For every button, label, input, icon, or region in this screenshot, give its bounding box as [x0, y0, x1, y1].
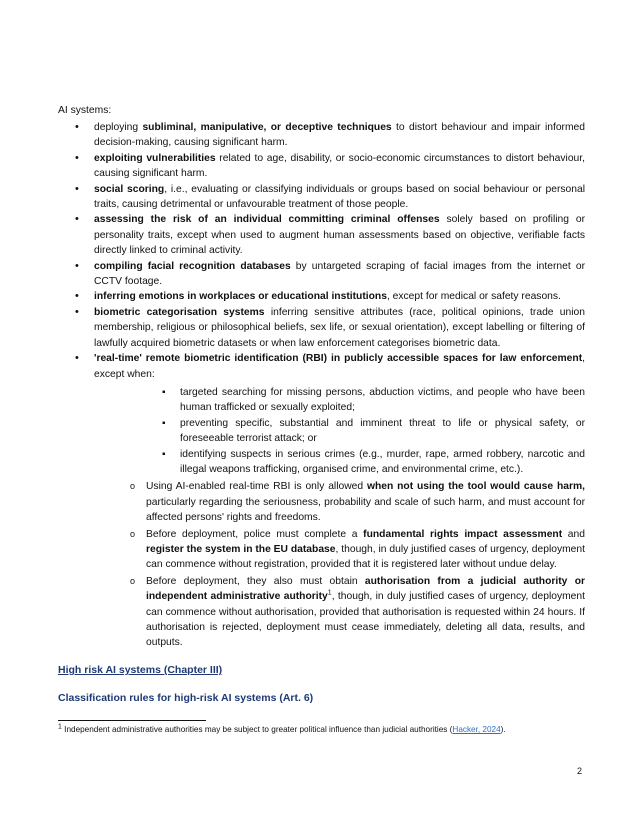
prohibited-practices-list: [58, 120, 585, 652]
list-item: ▪ preventing specific, substantial and imminent threat to life or physical safety, or foreseeable terrorist attack; or: [162, 416, 585, 447]
list-item: • exploiting vulnerabilities related to age, disability, or socio-economic circumstances to distort behaviour, causing significant harm.: [58, 151, 585, 182]
list-item: • deploying subliminal, manipulative, or deceptive techniques to distort behaviour and impair informed decision-making, causing significant harm.: [58, 120, 585, 151]
rbi-exceptions-list: [94, 385, 585, 477]
list-item: ▪ targeted searching for missing persons, abduction victims, and people who have been human trafficked or sexually exploited;: [162, 385, 585, 416]
list-item: o Using AI-enabled real-time RBI is only allowed when not using the tool would cause harm, particularly regarding the seriousness, probability and scale of such harm, and must account for affected persons' rights and freedoms.: [130, 479, 585, 525]
citation-link[interactable]: Hacker, 2024: [452, 725, 501, 734]
list-item: • social scoring, i.e., evaluating or classifying individuals or groups based on social behaviour or personal traits, causing detrimental or unfavourable treatment of those people.: [58, 182, 585, 213]
list-item: ▪ identifying suspects in serious crimes (e.g., murder, rape, armed robbery, narcotic and illegal weapons trafficking, organised crime, and environmental crime, etc.).: [162, 447, 585, 478]
list-item: • assessing the risk of an individual committing criminal offenses solely based on profiling or personality traits, except when used to augment human assessments based on objective, verifiable facts directly linked to criminal activity.: [58, 212, 585, 258]
intro-text: AI systems:: [58, 105, 112, 116]
rbi-conditions-list: [94, 479, 585, 650]
page-number: 2: [577, 766, 583, 776]
footnote-divider: [58, 720, 206, 721]
list-item: • biometric categorisation systems inferring sensitive attributes (race, political opinions, trade union membership, religious or philosophical beliefs, sex life, or sexual orientation), except labelling or filtering of lawfully acquired biometric datasets or when law enforcement categorises biometric data.: [58, 305, 585, 351]
list-item: • 'real-time' remote biometric identification (RBI) in publicly accessible spaces for law enforcement, except when: ▪ targeted searching for missing persons, abduction victims, and people who have been human trafficked or sexually exploited; ▪ preventing specific, substantial and imminent threat to life or physical safety, or foreseeable terrorist attack; or ▪ identifying suspects in serious crimes (e.g., murder, rape, armed robbery, narcotic and illegal weapons trafficking, organised crime, and environmental crime, etc.). o Using AI-enabled real-time RBI is only allowed when not using the tool would cause harm, particularly regarding the seriousness, probability and scale of such harm, and must account for affected persons' rights and freedoms. o Before deployment, police must complete a fundamental rights impact assessment and register the system in the EU database, though, in duly justified cases of urgency, deployment can commence without registration, provided that it is registered later without undue delay. o Before deployment, they also must obtain authorisation from a judicial authority or independent administrative authority$^1$, though, in duly justified cases of urgency, deployment can commence without authorisation, provided that authorisation is requested within 24 hours. If authorisation is rejected, deployment must cease immediately, deleting all data, results, and outputs.: [58, 351, 585, 651]
footnote: $^1$ Independent administrative authorities may be subject to greater political influence than judicial authorities (Hacker, 2024).: [58, 723, 506, 734]
list-item: • inferring emotions in workplaces or educational institutions, except for medical or safety reasons.: [58, 289, 585, 304]
subsection-heading: Classification rules for high-risk AI systems (Art. 6): [58, 692, 314, 704]
section-heading-link[interactable]: High risk AI systems (Chapter III): [58, 664, 223, 676]
list-item: o Before deployment, they also must obtain authorisation from a judicial authority or independent administrative authority$^1$, though, in duly justified cases of urgency, deployment can commence without authorisation, provided that authorisation is requested within 24 hours. If authorisation is rejected, deployment must cease immediately, deleting all data, results, and outputs.: [130, 574, 585, 651]
list-item: • compiling facial recognition databases by untargeted scraping of facial images from the internet or CCTV footage.: [58, 259, 585, 290]
list-item: o Before deployment, police must complete a fundamental rights impact assessment and register the system in the EU database, though, in duly justified cases of urgency, deployment can commence without registration, provided that it is registered later without undue delay.: [130, 527, 585, 573]
footnote-ref[interactable]: 1: [327, 589, 332, 597]
